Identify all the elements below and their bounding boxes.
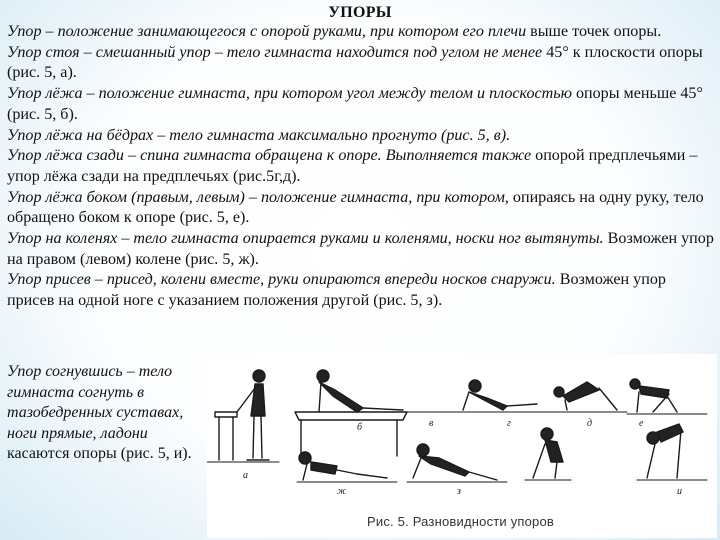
definition-rest: 45° к плоскости опоры (рис. 5, а).	[7, 43, 703, 82]
page-title: УПОРЫ	[328, 4, 392, 21]
figure-a-standing-support	[215, 370, 269, 460]
figure-label-v: в	[429, 418, 434, 429]
figure-caption: Рис. 5. Разновидности упоров	[367, 514, 555, 529]
definition-term: Упор на коленях – тело гимнаста опирается руками и коленями, носки ног вытянуты.	[7, 230, 604, 248]
figure-label-d: д	[587, 418, 593, 429]
figure-zh-knee-support	[630, 379, 677, 412]
side-definition	[7, 362, 207, 465]
figure-v-thigh-support	[463, 380, 537, 410]
definition-paragraph	[7, 22, 715, 43]
figure-d-forearm-support	[297, 452, 397, 482]
figure-label-i: и	[677, 486, 682, 497]
figure-g-rear-support	[554, 382, 617, 410]
definition-paragraph	[7, 229, 715, 270]
figure-label-e: е	[639, 418, 644, 429]
definition-rest: опоры меньше 45°(рис. 5, б).	[7, 85, 703, 123]
definition-term: Упор лёжа на бёдрах – тело гимнаста максимально прогнуто (рис. 5, в).	[7, 126, 511, 144]
definition-paragraph	[7, 126, 715, 147]
definition-term: Упор согнувшись – тело гимнаста согнуть в тазобедренных суставах, ноги прямые, ладони	[7, 363, 184, 442]
gymnast-illustrations	[207, 354, 717, 538]
definition-paragraph	[7, 146, 715, 187]
figure-label-zh: ж	[337, 486, 347, 497]
definition-term: Упор присев – присед, колени вместе, руки опираются впереди носков снаружи.	[7, 271, 556, 289]
figure-label-a: а	[243, 470, 248, 481]
definition-rest: Возможен упор на правом (левом) колене (рис. 5, ж).	[7, 230, 714, 268]
figure-label-b: б	[357, 422, 363, 433]
definition-rest: выше точек опоры.	[526, 23, 662, 40]
definition-paragraph	[7, 84, 715, 125]
definition-rest: опорой предплечьями – упор лёжа сзади на предплечьях (рис.5г,д).	[7, 147, 698, 185]
definition-paragraph	[7, 362, 207, 465]
definition-rest: касаются опоры (рис. 5, и).	[7, 445, 192, 463]
figure-z-squat-support	[525, 428, 571, 480]
definition-paragraph	[7, 270, 715, 311]
definition-term: Упор лёжа боком (правым, левым) – положение гимнаста, при котором,	[7, 188, 509, 206]
figure-e-side-support	[407, 444, 507, 482]
figure-b-front-support	[295, 370, 407, 456]
definition-term: Упор лёжа – положение гимнаста, при котором угол между телом и плоскостью	[7, 85, 572, 103]
figure-i-pike-support	[637, 424, 707, 480]
definition-term: Упор лёжа сзади – спина гимнаста обращена к опоре. Выполняется также	[7, 147, 532, 165]
definition-term: Упор стоя – смешанный упор – тело гимнаста находится под углом не менее	[7, 43, 543, 61]
definition-term: Упор – положение занимающегося с опорой руками, при котором его плечи	[7, 23, 527, 40]
figure-label-g: г	[507, 418, 511, 429]
definition-rest: опираясь на одну руку, тело обращено боком к опоре (рис. 5, е).	[7, 188, 704, 227]
support-positions-figure	[207, 354, 717, 538]
definition-paragraph	[7, 188, 715, 229]
definitions-text	[7, 22, 715, 312]
definition-rest: Возможен упор присев на одной ноге с указанием положения другой (рис. 5, з).	[7, 271, 666, 310]
figure-label-z: з	[457, 486, 461, 497]
definition-paragraph	[7, 43, 715, 84]
